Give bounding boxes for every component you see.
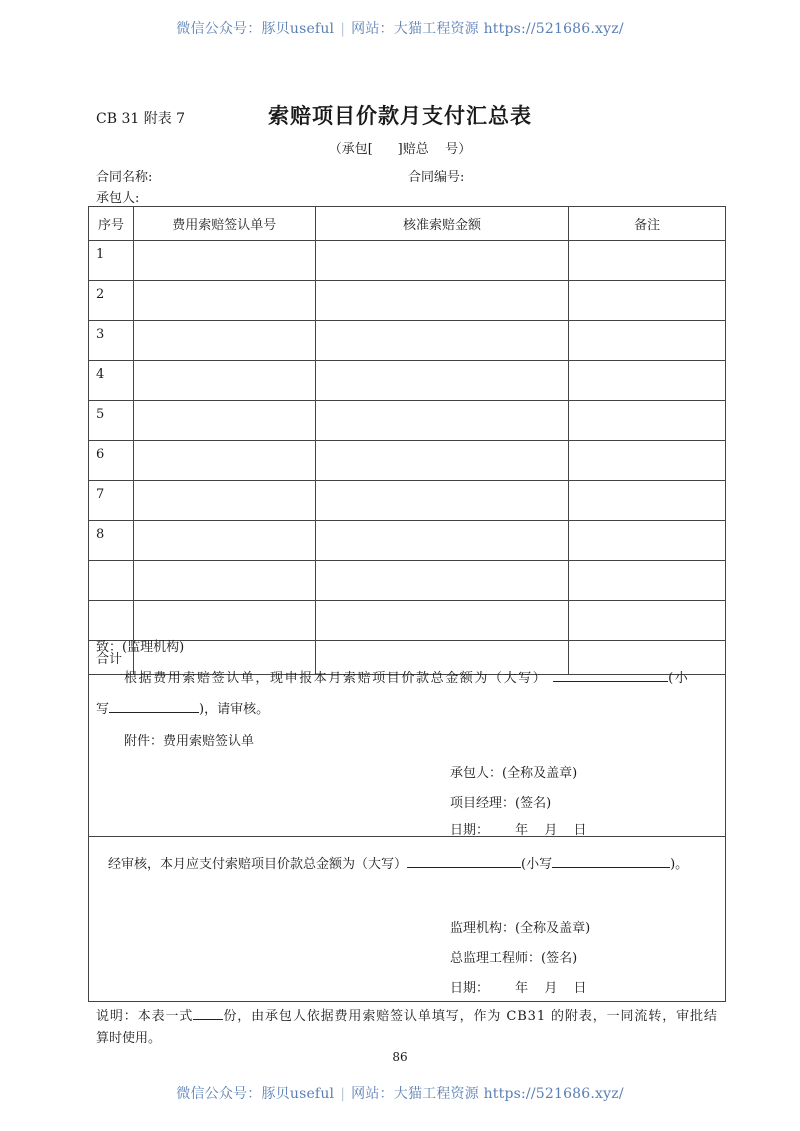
review-body-text: 经审核，本月应支付索赔项目价款总金额为（大写） [108, 857, 408, 872]
submission-body-line1 [124, 667, 689, 686]
watermark-bottom [0, 1083, 800, 1103]
row-no [89, 561, 134, 601]
form-number: （承包[ ]赔总 号） [328, 142, 472, 157]
note-text-a: 说明：本表一式 [96, 1009, 194, 1024]
site-label: 网站：大猫工程资源 https://521686.xyz/ [351, 21, 624, 37]
col-header-claim-no: 费用索赔签认单号 [133, 207, 315, 241]
amount-cell[interactable] [315, 281, 569, 321]
wechat-label: 微信公众号：豚贝useful [176, 21, 335, 37]
remark-cell[interactable] [569, 481, 726, 521]
contract-name-label: 合同名称: [96, 170, 153, 185]
contract-no-label: 合同编号: [408, 170, 465, 185]
remark-cell[interactable] [569, 561, 726, 601]
claim-no-cell[interactable] [133, 281, 315, 321]
amount-cell[interactable] [315, 561, 569, 601]
submission-body-line2 [96, 698, 269, 717]
note-line-2: 算时使用。 [96, 1031, 162, 1046]
claim-no-cell[interactable] [133, 401, 315, 441]
table-row [89, 521, 726, 561]
remark-cell[interactable] [569, 521, 726, 561]
row-no: 6 [89, 441, 134, 481]
date-label: 日期： [450, 823, 490, 838]
copies-field[interactable] [193, 1006, 223, 1020]
remark-cell[interactable] [569, 241, 726, 281]
date-label: 日期： [450, 981, 490, 996]
day-label: 日 [573, 823, 587, 838]
remark-cell[interactable] [569, 281, 726, 321]
year-label: 年 [515, 981, 529, 996]
wechat-label: 微信公众号：豚贝useful [176, 1086, 335, 1102]
review-date [450, 977, 586, 996]
amount-cell[interactable] [315, 481, 569, 521]
row-no: 3 [89, 321, 134, 361]
table-row [89, 321, 726, 361]
submission-body-text: 根据费用索赔签认单，现申报本月索赔项目价款总金额为（大写） [124, 671, 548, 686]
table-row [89, 241, 726, 281]
amount-cell[interactable] [315, 321, 569, 361]
submission-body-text-2: (小 [668, 671, 690, 686]
day-label: 日 [573, 981, 587, 996]
month-label: 月 [544, 981, 558, 996]
claim-no-cell[interactable] [133, 481, 315, 521]
table-row [89, 481, 726, 521]
contractor-signature-label: 承包人：(全称及盖章) [450, 766, 578, 781]
year-label: 年 [515, 823, 529, 838]
amount-in-words-field[interactable] [553, 668, 668, 682]
claim-no-cell[interactable] [133, 441, 315, 481]
amount-cell[interactable] [315, 401, 569, 441]
watermark-top [0, 18, 800, 38]
table-row [89, 281, 726, 321]
submission-body-text-3: 写 [96, 702, 110, 717]
claim-no-cell[interactable] [133, 361, 315, 401]
submission-body-text-4: )，请审核。 [199, 702, 270, 717]
table-header-row [89, 207, 726, 241]
amount-cell[interactable] [315, 441, 569, 481]
claim-no-cell[interactable] [133, 521, 315, 561]
note-text-b: 份，由承包人依据费用索赔签认单填写，作为 CB31 的附表，一同流转，审批结 [223, 1009, 718, 1024]
col-header-amount: 核准索赔金额 [315, 207, 569, 241]
page-title: 索赔项目价款月支付汇总表 [268, 104, 532, 128]
claim-no-cell[interactable] [133, 561, 315, 601]
remark-cell[interactable] [569, 361, 726, 401]
agency-signature-label: 监理机构：(全称及盖章) [450, 921, 591, 936]
amount-cell[interactable] [315, 241, 569, 281]
total-label: 合计 [89, 641, 134, 675]
claim-no-cell[interactable] [133, 321, 315, 361]
month-label: 月 [544, 823, 558, 838]
remark-cell[interactable] [569, 321, 726, 361]
table-row [89, 441, 726, 481]
claim-no-cell[interactable] [133, 241, 315, 281]
amount-in-figures-field[interactable] [109, 699, 199, 713]
attachment-line: 附件：费用索赔签认单 [124, 734, 255, 749]
row-no: 7 [89, 481, 134, 521]
form-code: CB 31 附表 7 [96, 111, 186, 127]
addressee: 致：(监理机构) [96, 640, 185, 655]
table-row [89, 401, 726, 441]
col-header-no: 序号 [89, 207, 134, 241]
review-body-text-3: )。 [670, 857, 689, 872]
project-manager-signature-label: 项目经理：(签名) [450, 796, 552, 811]
row-no: 1 [89, 241, 134, 281]
row-no: 2 [89, 281, 134, 321]
col-header-remark: 备注 [569, 207, 726, 241]
row-no: 8 [89, 521, 134, 561]
amount-cell[interactable] [315, 361, 569, 401]
review-body-line [108, 853, 688, 872]
approved-amount-in-words-field[interactable] [407, 854, 521, 868]
remark-cell[interactable] [569, 401, 726, 441]
contractor-label: 承包人: [96, 191, 140, 206]
note-line-1 [96, 1005, 718, 1024]
separator: | [340, 21, 346, 37]
table-row [89, 561, 726, 601]
page-number: 86 [392, 1050, 408, 1064]
row-no: 4 [89, 361, 134, 401]
table-row [89, 361, 726, 401]
review-body-text-2: (小写 [521, 857, 553, 872]
amount-cell[interactable] [315, 521, 569, 561]
approved-amount-in-figures-field[interactable] [552, 854, 670, 868]
remark-cell[interactable] [569, 441, 726, 481]
separator: | [340, 1086, 346, 1102]
site-label: 网站：大猫工程资源 https://521686.xyz/ [351, 1086, 624, 1102]
chief-engineer-signature-label: 总监理工程师：(签名) [450, 951, 578, 966]
row-no: 5 [89, 401, 134, 441]
claim-summary-table [88, 206, 726, 675]
